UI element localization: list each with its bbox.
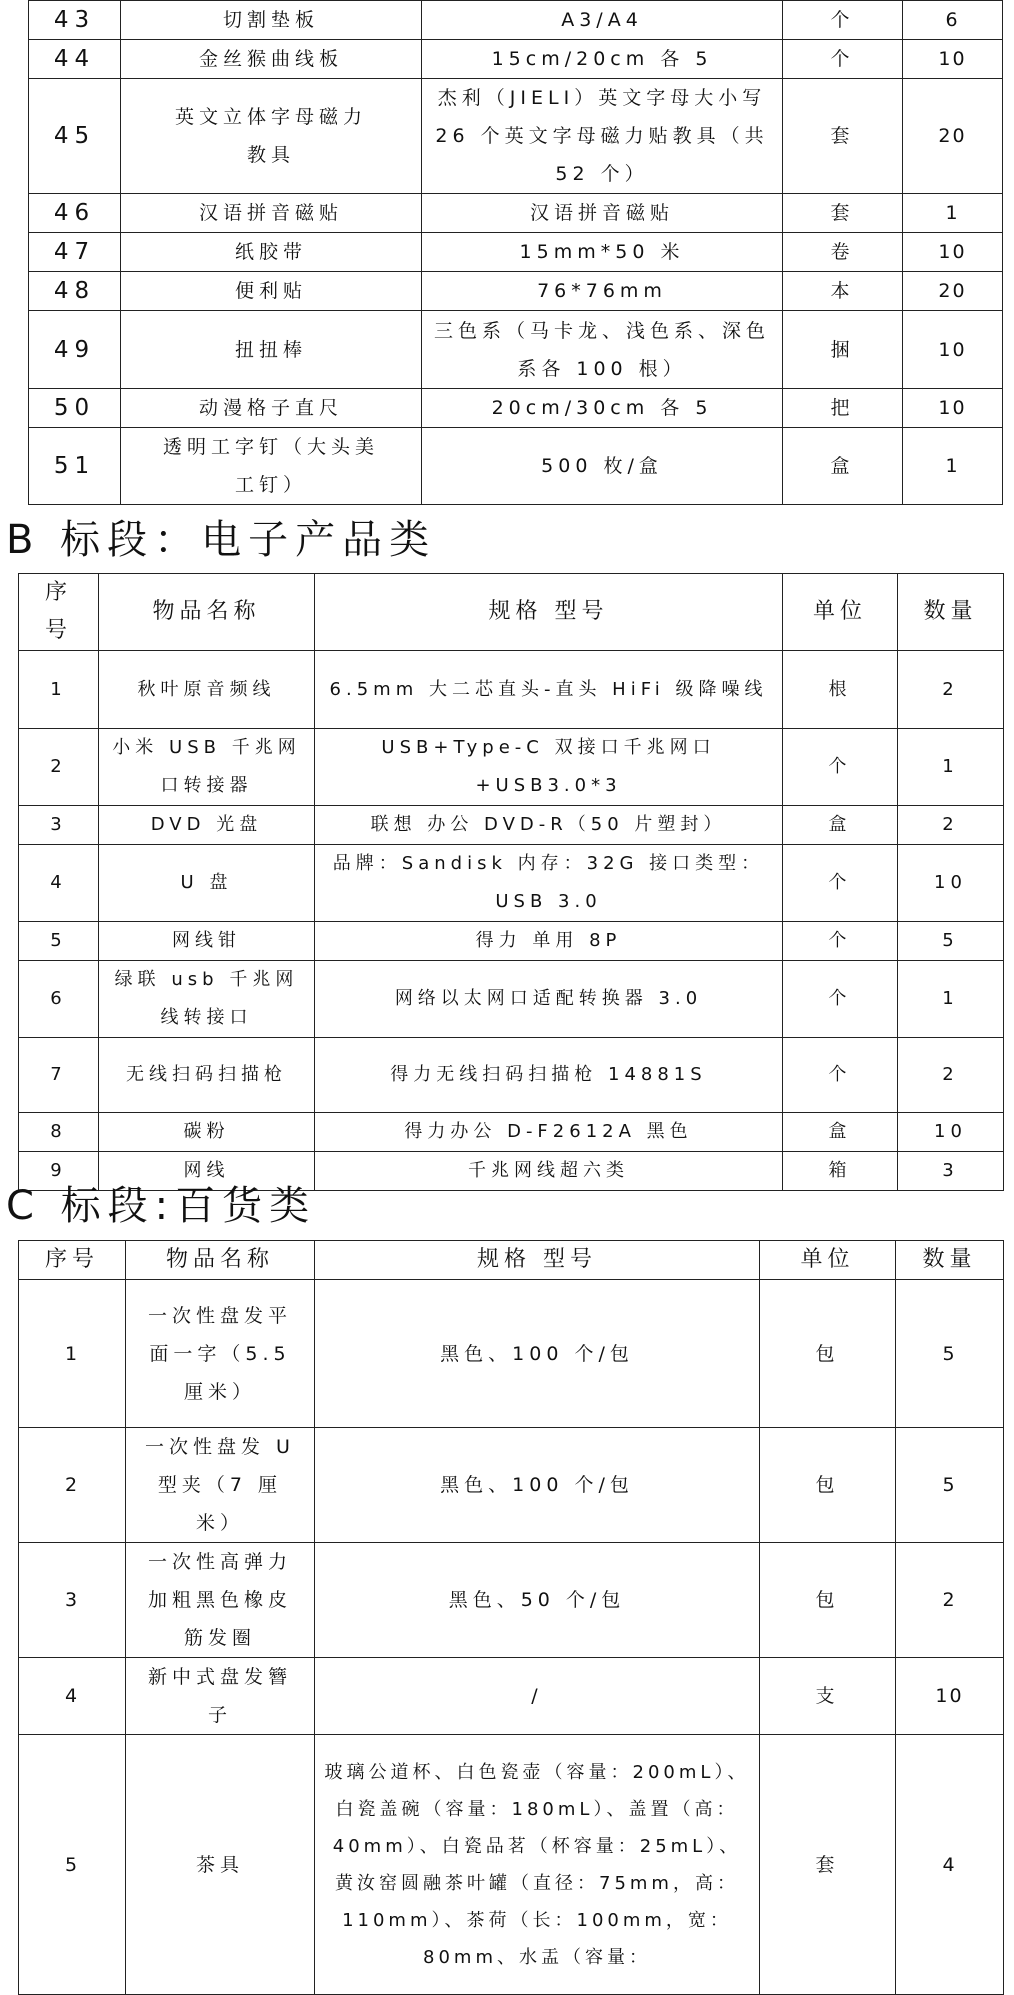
item-name: 扭扭棒 xyxy=(121,311,422,389)
item-name: 网线 xyxy=(99,1152,315,1191)
row-number: 3 xyxy=(19,1543,126,1658)
item-spec: USB+Type-C 双接口千兆网口+USB3.0*3 xyxy=(315,729,783,806)
item-unit: 个 xyxy=(783,845,898,922)
row-number: 43 xyxy=(29,1,121,40)
table-row xyxy=(29,194,1003,233)
table-row xyxy=(19,845,1004,922)
item-spec: A3/A4 xyxy=(422,1,783,40)
item-spec: 黑色、100 个/包 xyxy=(315,1428,760,1543)
item-unit: 箱 xyxy=(783,1152,898,1191)
row-number: 1 xyxy=(19,1280,126,1428)
item-qty: 1 xyxy=(898,961,1004,1038)
table-row xyxy=(29,389,1003,428)
item-name: 纸胶带 xyxy=(121,233,422,272)
item-unit: 个 xyxy=(783,1,903,40)
row-number: 3 xyxy=(19,806,99,845)
table-row xyxy=(19,922,1004,961)
header-name: 物品名称 xyxy=(126,1241,315,1280)
item-unit: 个 xyxy=(783,961,898,1038)
item-qty: 2 xyxy=(898,1038,1004,1113)
item-name: 透明工字钉（大头美工钉） xyxy=(121,428,422,505)
item-qty: 5 xyxy=(896,1280,1004,1428)
item-qty: 10 xyxy=(898,845,1004,922)
item-qty: 5 xyxy=(896,1428,1004,1543)
item-spec: 杰利（JIELI）英文字母大小写 26 个英文字母磁力贴教具（共 52 个） xyxy=(422,79,783,194)
header-no: 序号 xyxy=(19,1241,126,1280)
item-unit: 本 xyxy=(783,272,903,311)
header-unit: 单位 xyxy=(783,574,898,651)
item-name: 绿联 usb 千兆网线转接口 xyxy=(99,961,315,1038)
item-qty: 10 xyxy=(903,233,1003,272)
item-name: 一次性高弹力加粗黑色橡皮筋发圈 xyxy=(126,1543,315,1658)
row-number: 4 xyxy=(19,845,99,922)
row-number: 9 xyxy=(19,1152,99,1191)
item-qty: 6 xyxy=(903,1,1003,40)
item-spec: 500 枚/盒 xyxy=(422,428,783,505)
item-unit: 个 xyxy=(783,1038,898,1113)
row-number: 6 xyxy=(19,961,99,1038)
table-row xyxy=(19,1735,1004,1995)
item-name: 秋叶原音频线 xyxy=(99,651,315,729)
item-unit: 根 xyxy=(783,651,898,729)
table-b-electronics xyxy=(18,573,1004,1191)
item-spec: 6.5mm 大二芯直头-直头 HiFi 级降噪线 xyxy=(315,651,783,729)
item-spec: 三色系（马卡龙、浅色系、深色系各 100 根） xyxy=(422,311,783,389)
header-spec: 规格 型号 xyxy=(315,1241,760,1280)
item-spec: 千兆网线超六类 xyxy=(315,1152,783,1191)
table-row xyxy=(19,729,1004,806)
item-name: 切割垫板 xyxy=(121,1,422,40)
item-unit: 盒 xyxy=(783,428,903,505)
row-number: 1 xyxy=(19,651,99,729)
row-number: 5 xyxy=(19,922,99,961)
item-spec: 网络以太网口适配转换器 3.0 xyxy=(315,961,783,1038)
item-qty: 1 xyxy=(903,428,1003,505)
header-name: 物品名称 xyxy=(99,574,315,651)
item-qty: 20 xyxy=(903,79,1003,194)
item-qty: 5 xyxy=(898,922,1004,961)
header-qty: 数量 xyxy=(898,574,1004,651)
table-header-row xyxy=(19,1241,1004,1280)
table-row xyxy=(29,272,1003,311)
item-name: 金丝猴曲线板 xyxy=(121,40,422,79)
table-row xyxy=(29,40,1003,79)
item-spec: / xyxy=(315,1658,760,1735)
item-qty: 1 xyxy=(898,729,1004,806)
item-name: 新中式盘发簪子 xyxy=(126,1658,315,1735)
table-row xyxy=(19,1113,1004,1152)
item-unit: 个 xyxy=(783,922,898,961)
item-spec: 联想 办公 DVD-R（50 片塑封） xyxy=(315,806,783,845)
row-number: 50 xyxy=(29,389,121,428)
item-unit: 套 xyxy=(783,194,903,233)
header-no: 序号 xyxy=(19,574,99,651)
table-row xyxy=(19,1038,1004,1113)
item-qty: 20 xyxy=(903,272,1003,311)
item-qty: 10 xyxy=(903,311,1003,389)
item-spec: 15mm*50 米 xyxy=(422,233,783,272)
item-name: 一次性盘发平面一字（5.5 厘米） xyxy=(126,1280,315,1428)
row-number: 47 xyxy=(29,233,121,272)
section-b-title: B 标段：电子产品类 xyxy=(6,517,437,563)
row-number: 8 xyxy=(19,1113,99,1152)
table-row xyxy=(19,1658,1004,1735)
item-unit: 套 xyxy=(783,79,903,194)
item-name: 一次性盘发 U 型夹（7 厘米） xyxy=(126,1428,315,1543)
item-name: 网线钳 xyxy=(99,922,315,961)
item-spec: 得力无线扫码扫描枪 14881S xyxy=(315,1038,783,1113)
table-row xyxy=(19,806,1004,845)
item-spec: 得力办公 D-F2612A 黑色 xyxy=(315,1113,783,1152)
header-qty: 数量 xyxy=(896,1241,1004,1280)
row-number: 5 xyxy=(19,1735,126,1995)
header-unit: 单位 xyxy=(760,1241,896,1280)
row-number: 44 xyxy=(29,40,121,79)
item-qty: 10 xyxy=(896,1658,1004,1735)
row-number: 4 xyxy=(19,1658,126,1735)
item-name: 英文立体字母磁力教具 xyxy=(121,79,422,194)
item-unit: 盒 xyxy=(783,1113,898,1152)
table-row xyxy=(29,1,1003,40)
item-name: 小米 USB 千兆网口转接器 xyxy=(99,729,315,806)
table-row xyxy=(19,1428,1004,1543)
item-unit: 支 xyxy=(760,1658,896,1735)
item-unit: 卷 xyxy=(783,233,903,272)
table-row xyxy=(19,651,1004,729)
item-qty: 2 xyxy=(896,1543,1004,1658)
row-number: 2 xyxy=(19,1428,126,1543)
table-row xyxy=(29,428,1003,505)
item-name: U 盘 xyxy=(99,845,315,922)
item-spec: 汉语拼音磁贴 xyxy=(422,194,783,233)
item-name: 碳粉 xyxy=(99,1113,315,1152)
item-spec: 黑色、50 个/包 xyxy=(315,1543,760,1658)
table-row xyxy=(19,1280,1004,1428)
item-unit: 包 xyxy=(760,1280,896,1428)
item-unit: 个 xyxy=(783,729,898,806)
row-number: 45 xyxy=(29,79,121,194)
item-qty: 1 xyxy=(903,194,1003,233)
item-name: 动漫格子直尺 xyxy=(121,389,422,428)
item-spec: 玻璃公道杯、白色瓷壶（容量：200mL）、白瓷盖碗（容量：180mL）、盖置（高：40mm）、白瓷品茗（杯容量：25mL）、黄汝窑圆融茶叶罐（直径：75mm，高：110mm）、茶荷（长：100mm，宽：80mm、水盂（容量： xyxy=(315,1735,760,1995)
item-spec: 15cm/20cm 各 5 xyxy=(422,40,783,79)
row-number: 7 xyxy=(19,1038,99,1113)
table-row xyxy=(29,79,1003,194)
item-qty: 2 xyxy=(898,806,1004,845)
row-number: 49 xyxy=(29,311,121,389)
item-unit: 包 xyxy=(760,1543,896,1658)
item-name: 便利贴 xyxy=(121,272,422,311)
item-qty: 10 xyxy=(903,40,1003,79)
table-c-general-goods xyxy=(18,1240,1004,1995)
row-number: 48 xyxy=(29,272,121,311)
table-row xyxy=(29,233,1003,272)
item-spec: 20cm/30cm 各 5 xyxy=(422,389,783,428)
item-name: 茶具 xyxy=(126,1735,315,1995)
table-a-continuation xyxy=(28,0,1003,505)
item-qty: 10 xyxy=(898,1113,1004,1152)
item-qty: 2 xyxy=(898,651,1004,729)
item-spec: 黑色、100 个/包 xyxy=(315,1280,760,1428)
item-spec: 76*76mm xyxy=(422,272,783,311)
header-spec: 规格 型号 xyxy=(315,574,783,651)
item-unit: 个 xyxy=(783,40,903,79)
item-unit: 套 xyxy=(760,1735,896,1995)
item-name: 无线扫码扫描枪 xyxy=(99,1038,315,1113)
row-number: 51 xyxy=(29,428,121,505)
item-name: DVD 光盘 xyxy=(99,806,315,845)
table-row xyxy=(19,1543,1004,1658)
section-c-title: C 标段:百货类 xyxy=(6,1183,317,1229)
item-name: 汉语拼音磁贴 xyxy=(121,194,422,233)
item-unit: 盒 xyxy=(783,806,898,845)
item-unit: 捆 xyxy=(783,311,903,389)
item-qty: 10 xyxy=(903,389,1003,428)
table-row xyxy=(29,311,1003,389)
row-number: 46 xyxy=(29,194,121,233)
item-unit: 包 xyxy=(760,1428,896,1543)
item-qty: 4 xyxy=(896,1735,1004,1995)
row-number: 2 xyxy=(19,729,99,806)
item-spec: 得力 单用 8P xyxy=(315,922,783,961)
item-qty: 3 xyxy=(898,1152,1004,1191)
item-unit: 把 xyxy=(783,389,903,428)
table-header-row xyxy=(19,574,1004,651)
item-spec: 品牌：Sandisk 内存：32G 接口类型：USB 3.0 xyxy=(315,845,783,922)
table-row xyxy=(19,961,1004,1038)
